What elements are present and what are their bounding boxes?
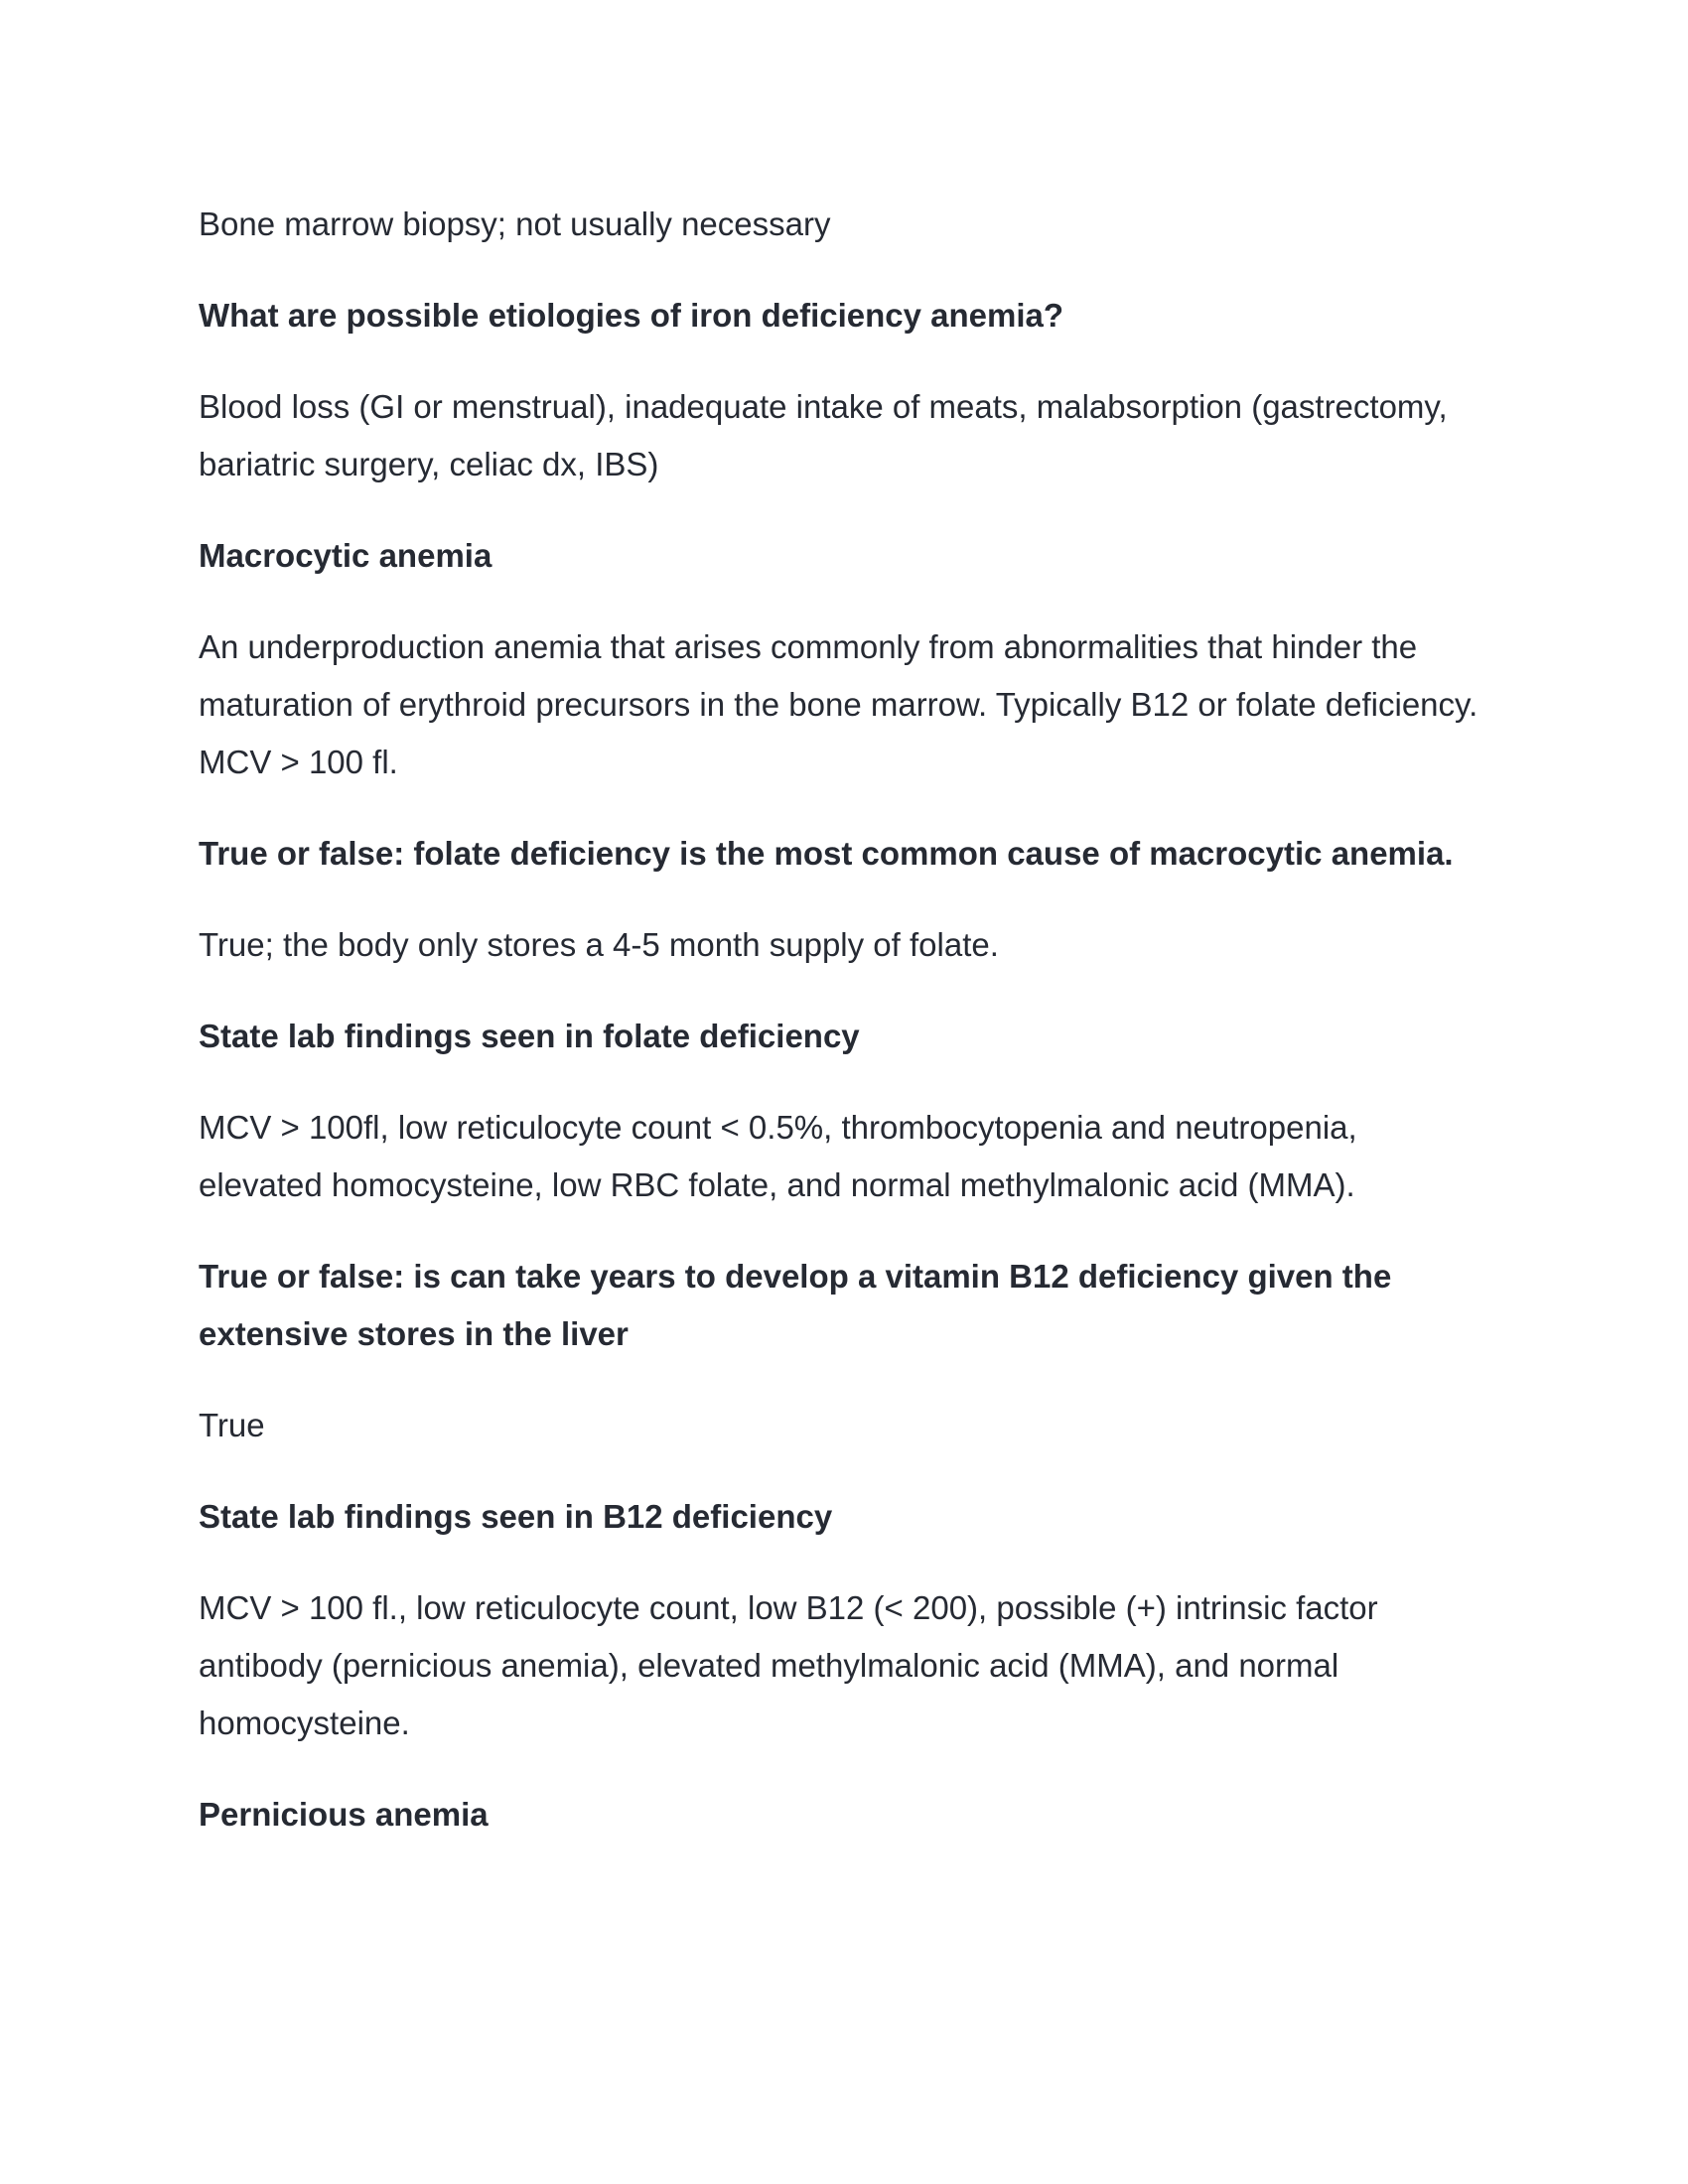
question-b12-lab-findings: State lab findings seen in B12 deficiency: [199, 1498, 833, 1535]
question-folate-lab-findings: State lab findings seen in folate deficiency: [199, 1018, 860, 1054]
question-pernicious-anemia: Pernicious anemia: [199, 1796, 489, 1833]
document-page: [199, 196, 1489, 1877]
answer-b12-years-to-develop: True: [199, 1407, 265, 1443]
question-folate-most-common: True or false: folate deficiency is the most common cause of macrocytic anemia.: [199, 835, 1454, 872]
answer-folate-lab-findings: MCV > 100fl, low reticulocyte count < 0.5%, thrombocytopenia and neutropenia, elevated homocysteine, low RBC folate, and normal methylmalonic acid (MMA).: [199, 1109, 1357, 1203]
question-iron-deficiency-etiologies: What are possible etiologies of iron deficiency anemia?: [199, 297, 1064, 334]
question-b12-years-to-develop: True or false: is can take years to develop a vitamin B12 deficiency given the extensive stores in the liver: [199, 1258, 1392, 1352]
answer-macrocytic-anemia: An underproduction anemia that arises commonly from abnormalities that hinder the maturation of erythroid precursors in the bone marrow. Typically B12 or folate deficiency. MCV > 100 fl.: [199, 628, 1478, 780]
answer-iron-deficiency-etiologies: Blood loss (GI or menstrual), inadequate intake of meats, malabsorption (gastrectomy, bariatric surgery, celiac dx, IBS): [199, 388, 1448, 482]
answer-folate-most-common: True; the body only stores a 4-5 month supply of folate.: [199, 926, 999, 963]
answer-bone-marrow-biopsy: Bone marrow biopsy; not usually necessary: [199, 205, 831, 242]
question-macrocytic-anemia: Macrocytic anemia: [199, 537, 492, 574]
answer-b12-lab-findings: MCV > 100 fl., low reticulocyte count, low B12 (< 200), possible (+) intrinsic factor antibody (pernicious anemia), elevated methylmalonic acid (MMA), and normal homocysteine.: [199, 1589, 1378, 1741]
